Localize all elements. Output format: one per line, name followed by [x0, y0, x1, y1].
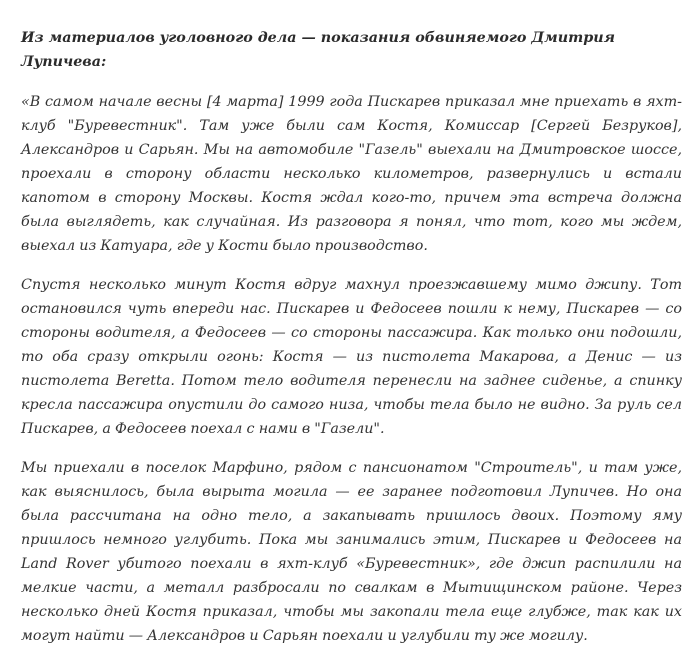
article-paragraph-2: Спустя несколько минут Костя вдруг махнул проезжавшему мимо джипу. Тот остановился чуть впереди нас. Пискарев и Федосеев пошли к нему, Пискарев — со стороны водителя, а Федосеев — со стороны пассажира. Как только они подошли, то оба сразу открыли огонь: Костя — из пистолета Макарова, а Денис — из пистолета Beretta. Потом тело водителя перенесли на заднее сиденье, а спинку кресла пассажира опустили до самого низа, чтобы тела было не видно. За руль сел Пискарев, а Федосеев поехал с нами в "Газели".	[21, 277, 682, 437]
article-paragraph-1: «В самом начале весны [4 марта] 1999 года Пискарев приказал мне приехать в яхт-клуб "Буревестник". Там уже были сам Костя, Комиссар [Сергей Безруков], Александров и Сарьян. Мы на автомобиле "Газель" выехали на Дмитровское шоссе, проехали в сторону области несколько километров, развернулись и встали капотом в сторону Москвы. Костя ждал кого-то, причем эта встреча должна была выглядеть, как случайная. Из разговора я понял, что тот, кого мы ждем, выехал из Катуара, где у Кости было производство.	[21, 94, 682, 254]
article-heading: Из материалов уголовного дела — показания обвиняемого Дмитрия Лупичева:	[21, 30, 616, 70]
article-paragraph-3: Мы приехали в поселок Марфино, рядом с пансионатом "Строитель", и там уже, как выяснилось, была вырыта могила — ее заранее подготовил Лупичев. Но она была рассчитана на одно тело, а закапывать пришлось двоих. Поэтому яму пришлось немного углубить. Пока мы занимались этим, Пискарев и Федосеев на Land Rover убитого поехали в яхт-клуб «Буревестник», где джип распилили на мелкие части, а металл разбросали по свалкам в Мытищинском районе. Через несколько дней Костя приказал, чтобы мы закопали тела еще глубже, так как их могут найти — Александров и Сарьян поехали и углубили ту же могилу.	[21, 460, 682, 644]
